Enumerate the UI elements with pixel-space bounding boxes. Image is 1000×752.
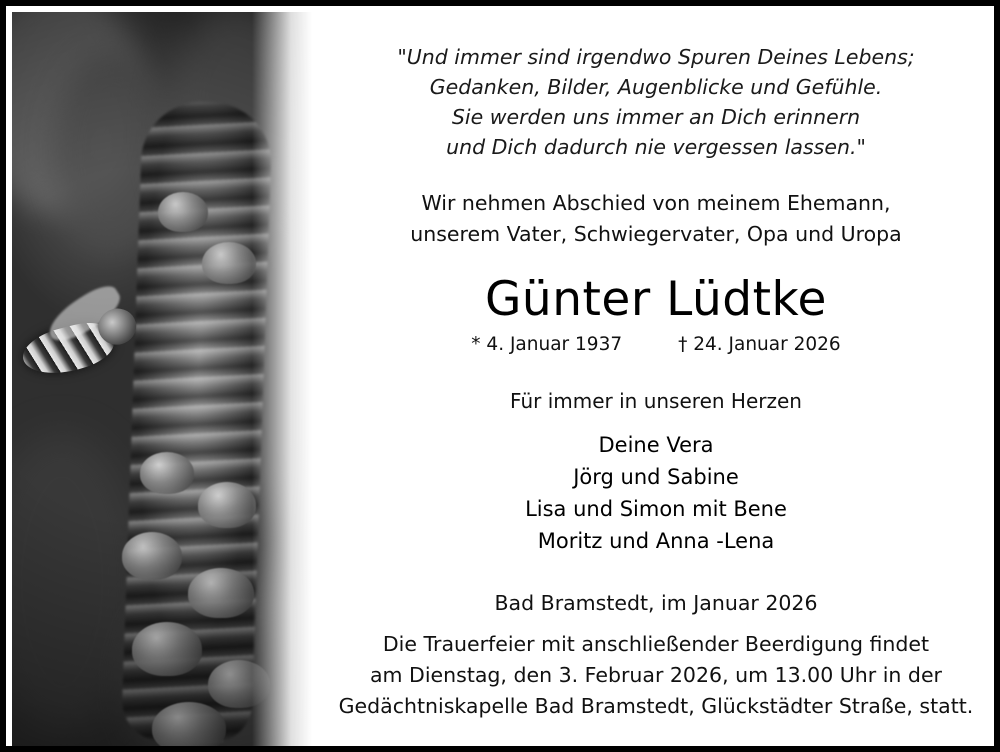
photo-fade-edge (252, 12, 312, 752)
service-line: Gedächtniskapelle Bad Bramstedt, Glückstädter Straße, statt. (338, 694, 974, 718)
family-member: Jörg und Sabine (573, 465, 739, 489)
intro-line: Wir nehmen Abschied von meinem Ehemann, (421, 191, 891, 215)
family-list (312, 429, 1000, 557)
death-date: † 24. Januar 2026 (678, 334, 841, 355)
quote-line: "Und immer sind irgendwo Spuren Deines Lebens; (397, 45, 915, 69)
quote-line: Gedanken, Bilder, Augenblicke und Gefühle. (429, 75, 883, 99)
memorial-quote (312, 42, 1000, 162)
bee-on-flower-photo (12, 12, 312, 752)
life-dates (312, 334, 1000, 355)
service-line: am Dienstag, den 3. Februar 2026, um 13.00 Uhr in der (370, 663, 942, 687)
introduction-text (312, 188, 1000, 250)
notice-text-column (312, 12, 1000, 752)
funeral-service-info (312, 629, 1000, 722)
birth-date: * 4. Januar 1937 (471, 334, 623, 355)
deceased-name: Günter Lüdtke (485, 272, 827, 327)
service-line: Die Trauerfeier mit anschließender Beerdigung findet (382, 632, 930, 656)
family-member: Lisa und Simon mit Bene (525, 497, 787, 521)
place-and-date: Bad Bramstedt, im Januar 2026 (494, 591, 818, 615)
remembrance-line: Für immer in unseren Herzen (510, 389, 802, 413)
family-member: Deine Vera (598, 433, 714, 457)
intro-line: unserem Vater, Schwiegervater, Opa und Uropa (410, 222, 902, 246)
family-member: Moritz und Anna -Lena (537, 529, 775, 553)
quote-line: Sie werden uns immer an Dich erinnern (451, 105, 861, 129)
quote-line: und Dich dadurch nie vergessen lassen." (446, 135, 866, 159)
